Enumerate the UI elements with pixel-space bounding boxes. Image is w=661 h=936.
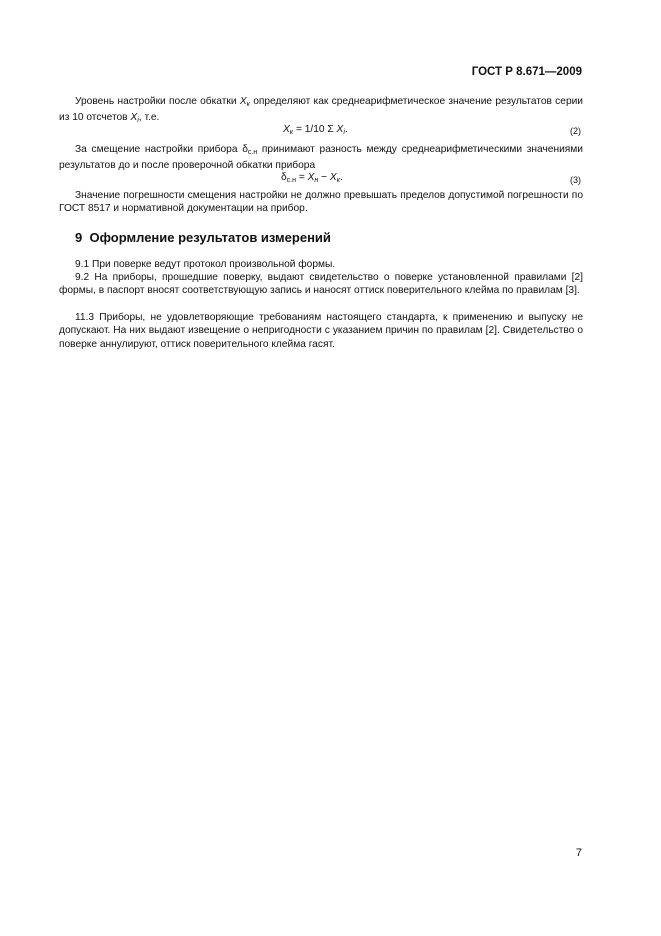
document-header: ГОСТ Р 8.671—2009 [471, 66, 582, 78]
symbol-xi: $X_i$ [130, 112, 139, 125]
formula-3: $\delta_{с.н} = X_н - X_к$. [281, 172, 343, 184]
clause-9-2: 9.2 На приборы, прошедшие поверку, выдают свидетельство о поверке установленной правилами [2] формы, в паспорт вносят соответствующую запись и наносят оттиск поверительного клейма по правилам [3]. [59, 272, 583, 297]
section-title: Оформление результатов измерений [89, 230, 331, 245]
clause-11-3: 11.3 Приборы, не удовлетворяющие требованиям настоящего стандарта, к применению и выпуску не допускают. На них выдают извещение о непригодности с указанием причин по правилам [2]. Свидетельство о поверке аннулируют, оттиск поверительного клейма гасят. [59, 312, 583, 350]
paragraph-error-limit: Значение погрешности смещения настройки не должно превышать пределов допустимой погрешности по ГОСТ 8517 и нормативной документации на прибор. [59, 190, 583, 215]
section-9-heading [75, 230, 331, 245]
equation-number-2: (2) [570, 126, 581, 136]
symbol-xk: $X_к$ [239, 96, 250, 108]
formula-2: $X_к = 1/10$ Σ $X_i$. [283, 124, 348, 136]
symbol-delta: $\delta_{с.н}$ [242, 144, 258, 156]
paragraph-offset-definition: За смещение настройки прибора $\delta_{с.н}$ принимают разность между среднеарифметическими значениями результатов до и после проверочной обкатки прибора [59, 144, 583, 172]
equation-number-3: (3) [570, 175, 581, 185]
section-number: 9 [75, 230, 83, 245]
page-number: 7 [575, 847, 582, 859]
clause-9-1: 9.1 При поверке ведут протокол произвольной формы. [75, 259, 336, 270]
paragraph-calibration-level: Уровень настройки после обкатки $X_к$ определяют как среднеарифметическое значение результатов серии из 10 отсчетов $X_i$, т.е. [59, 96, 583, 125]
